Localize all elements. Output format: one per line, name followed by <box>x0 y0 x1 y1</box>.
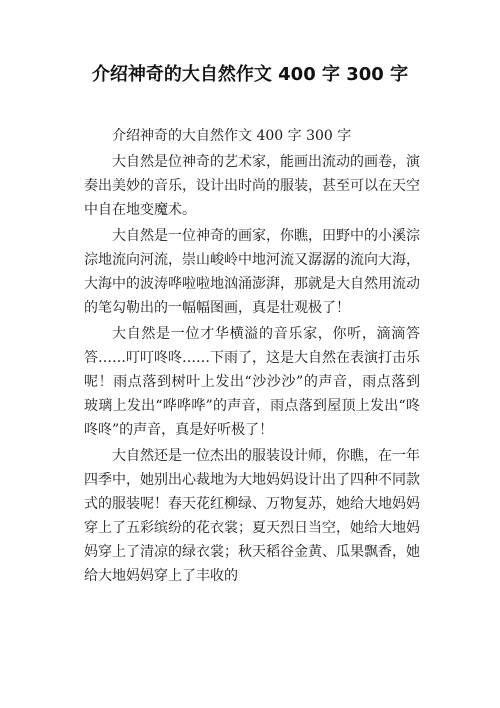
paragraph: 大自然是一位才华横溢的音乐家，你听，滴滴答答……叮叮咚咚……下雨了，这是大自然在表演打击乐呢！雨点落到树叶上发出“沙沙沙”的声音，雨点落到玻璃上发出“哗哗哗”的声音，雨点落到屋顶上发出“咚咚咚”的声音，真是好听极了！ <box>84 326 420 438</box>
paragraph: 大自然还是一位杰出的服装设计师，你瞧，在一年四季中，她别出心裁地为大地妈妈设计出了四种不同款式的服装呢！春天花红柳绿、万物复苏，她给大地妈妈穿上了五彩缤纷的花衣裳；夏天烈日当空，她给大地妈妈穿上了清凉的绿衣裳；秋天稻谷金黄、瓜果飘香，她给大地妈妈穿上了丰收的 <box>84 448 420 584</box>
paragraph: 大自然是一位神奇的画家，你瞧，田野中的小溪淙淙地流向河流，崇山峻岭中地河流又潺潺的流向大海，大海中的波涛哗啦啦地汹涌澎湃，那就是大自然用流动的笔勾勒出的一幅幅图画，真是壮观极了！ <box>84 228 420 316</box>
paragraph-subtitle: 介绍神奇的大自然作文 400 字 300 字 <box>112 128 352 144</box>
article-body <box>84 124 420 588</box>
paragraph: 大自然是位神奇的艺术家，能画出流动的画卷，演奏出美妙的音乐，设计出时尚的服装，甚至可以在天空中自在地变魔术。 <box>84 154 420 218</box>
document-title: 介绍神奇的大自然作文 400 字 300 字 <box>91 64 409 85</box>
